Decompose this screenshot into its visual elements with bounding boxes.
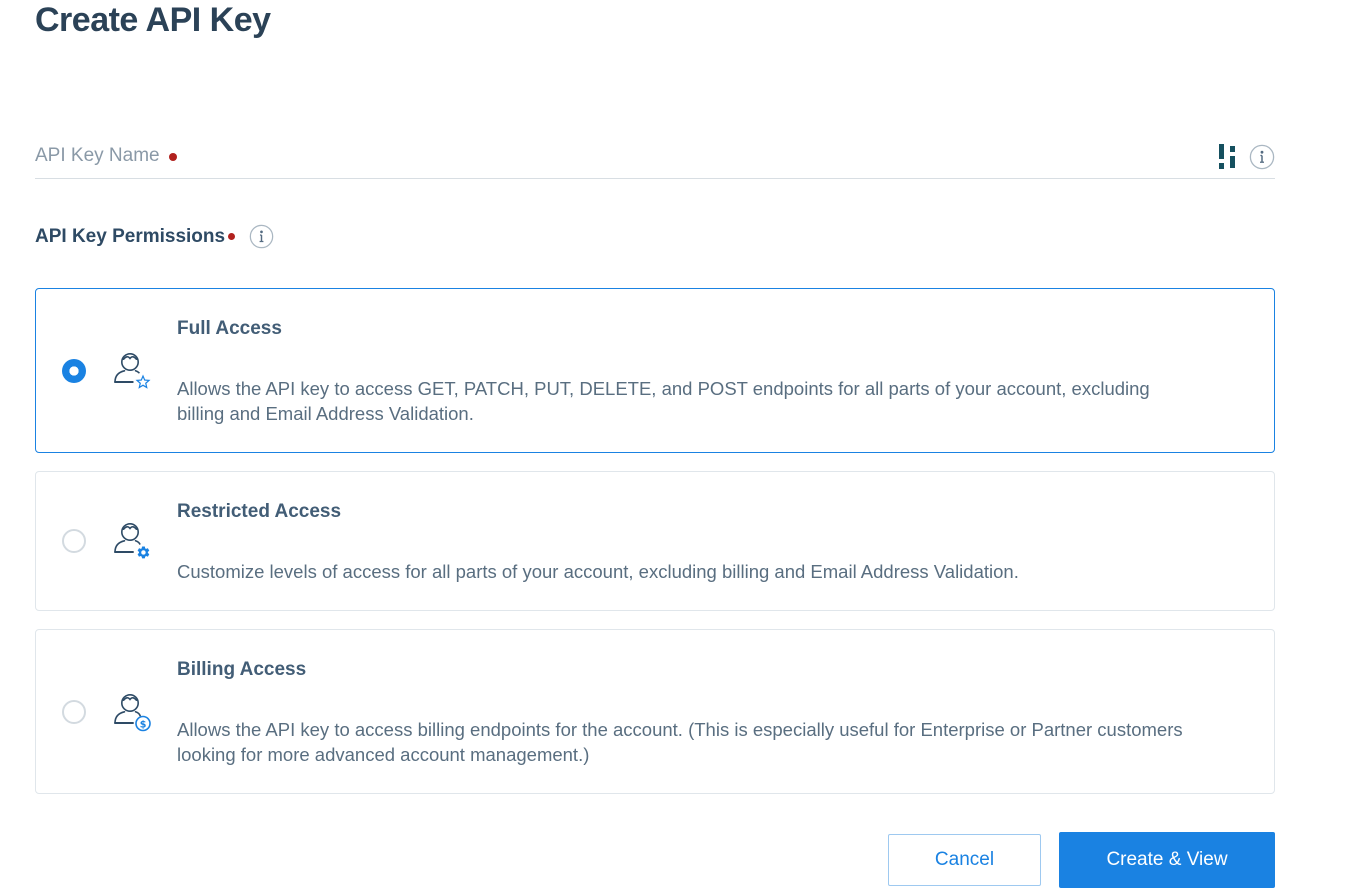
option-description: Allows the API key to access GET, PATCH, PUT, DELETE, and POST endpoints for all parts of your account, excluding billing and Email Address Validation. bbox=[177, 378, 1150, 424]
person-gear-icon bbox=[107, 519, 153, 563]
create-and-view-button[interactable]: Create & View bbox=[1059, 832, 1275, 888]
radio-billing-access[interactable] bbox=[62, 700, 86, 724]
info-icon[interactable] bbox=[249, 224, 274, 249]
form-actions bbox=[35, 832, 1275, 888]
option-card-full-access[interactable] bbox=[35, 288, 1275, 453]
person-star-icon bbox=[107, 349, 153, 393]
radio-full-access[interactable] bbox=[62, 359, 86, 383]
option-card-restricted-access[interactable] bbox=[35, 471, 1275, 611]
api-key-permissions-label: API Key Permissions bbox=[35, 225, 226, 247]
option-title: Full Access bbox=[177, 318, 282, 339]
person-dollar-icon bbox=[107, 690, 153, 734]
api-key-permissions-row bbox=[35, 224, 1275, 249]
option-description: Allows the API key to access billing endpoints for the account. (This is especially useful for Enterprise or Partner customers looking for more advanced account management.) bbox=[177, 719, 1183, 765]
page-title: Create API Key bbox=[35, 1, 271, 39]
cancel-button[interactable]: Cancel bbox=[888, 834, 1041, 886]
api-key-name-label: API Key Name bbox=[35, 145, 160, 166]
option-card-billing-access[interactable] bbox=[35, 629, 1275, 794]
required-dot bbox=[169, 153, 177, 161]
permission-options bbox=[35, 288, 1275, 794]
option-title: Billing Access bbox=[177, 659, 307, 680]
api-key-name-field[interactable] bbox=[35, 145, 1275, 179]
option-text bbox=[177, 630, 1274, 793]
password-manager-bars-icon[interactable] bbox=[1218, 143, 1238, 171]
option-title: Restricted Access bbox=[177, 501, 342, 522]
radio-restricted-access[interactable] bbox=[62, 529, 86, 553]
info-icon[interactable] bbox=[1249, 144, 1275, 170]
svg-text:$: $ bbox=[139, 718, 147, 730]
option-description: Customize levels of access for all parts of your account, excluding billing and Email Address Validation. bbox=[177, 561, 1019, 582]
required-dot bbox=[228, 233, 235, 240]
option-text bbox=[177, 289, 1274, 452]
option-text bbox=[177, 472, 1274, 610]
field-icons bbox=[1218, 143, 1275, 171]
